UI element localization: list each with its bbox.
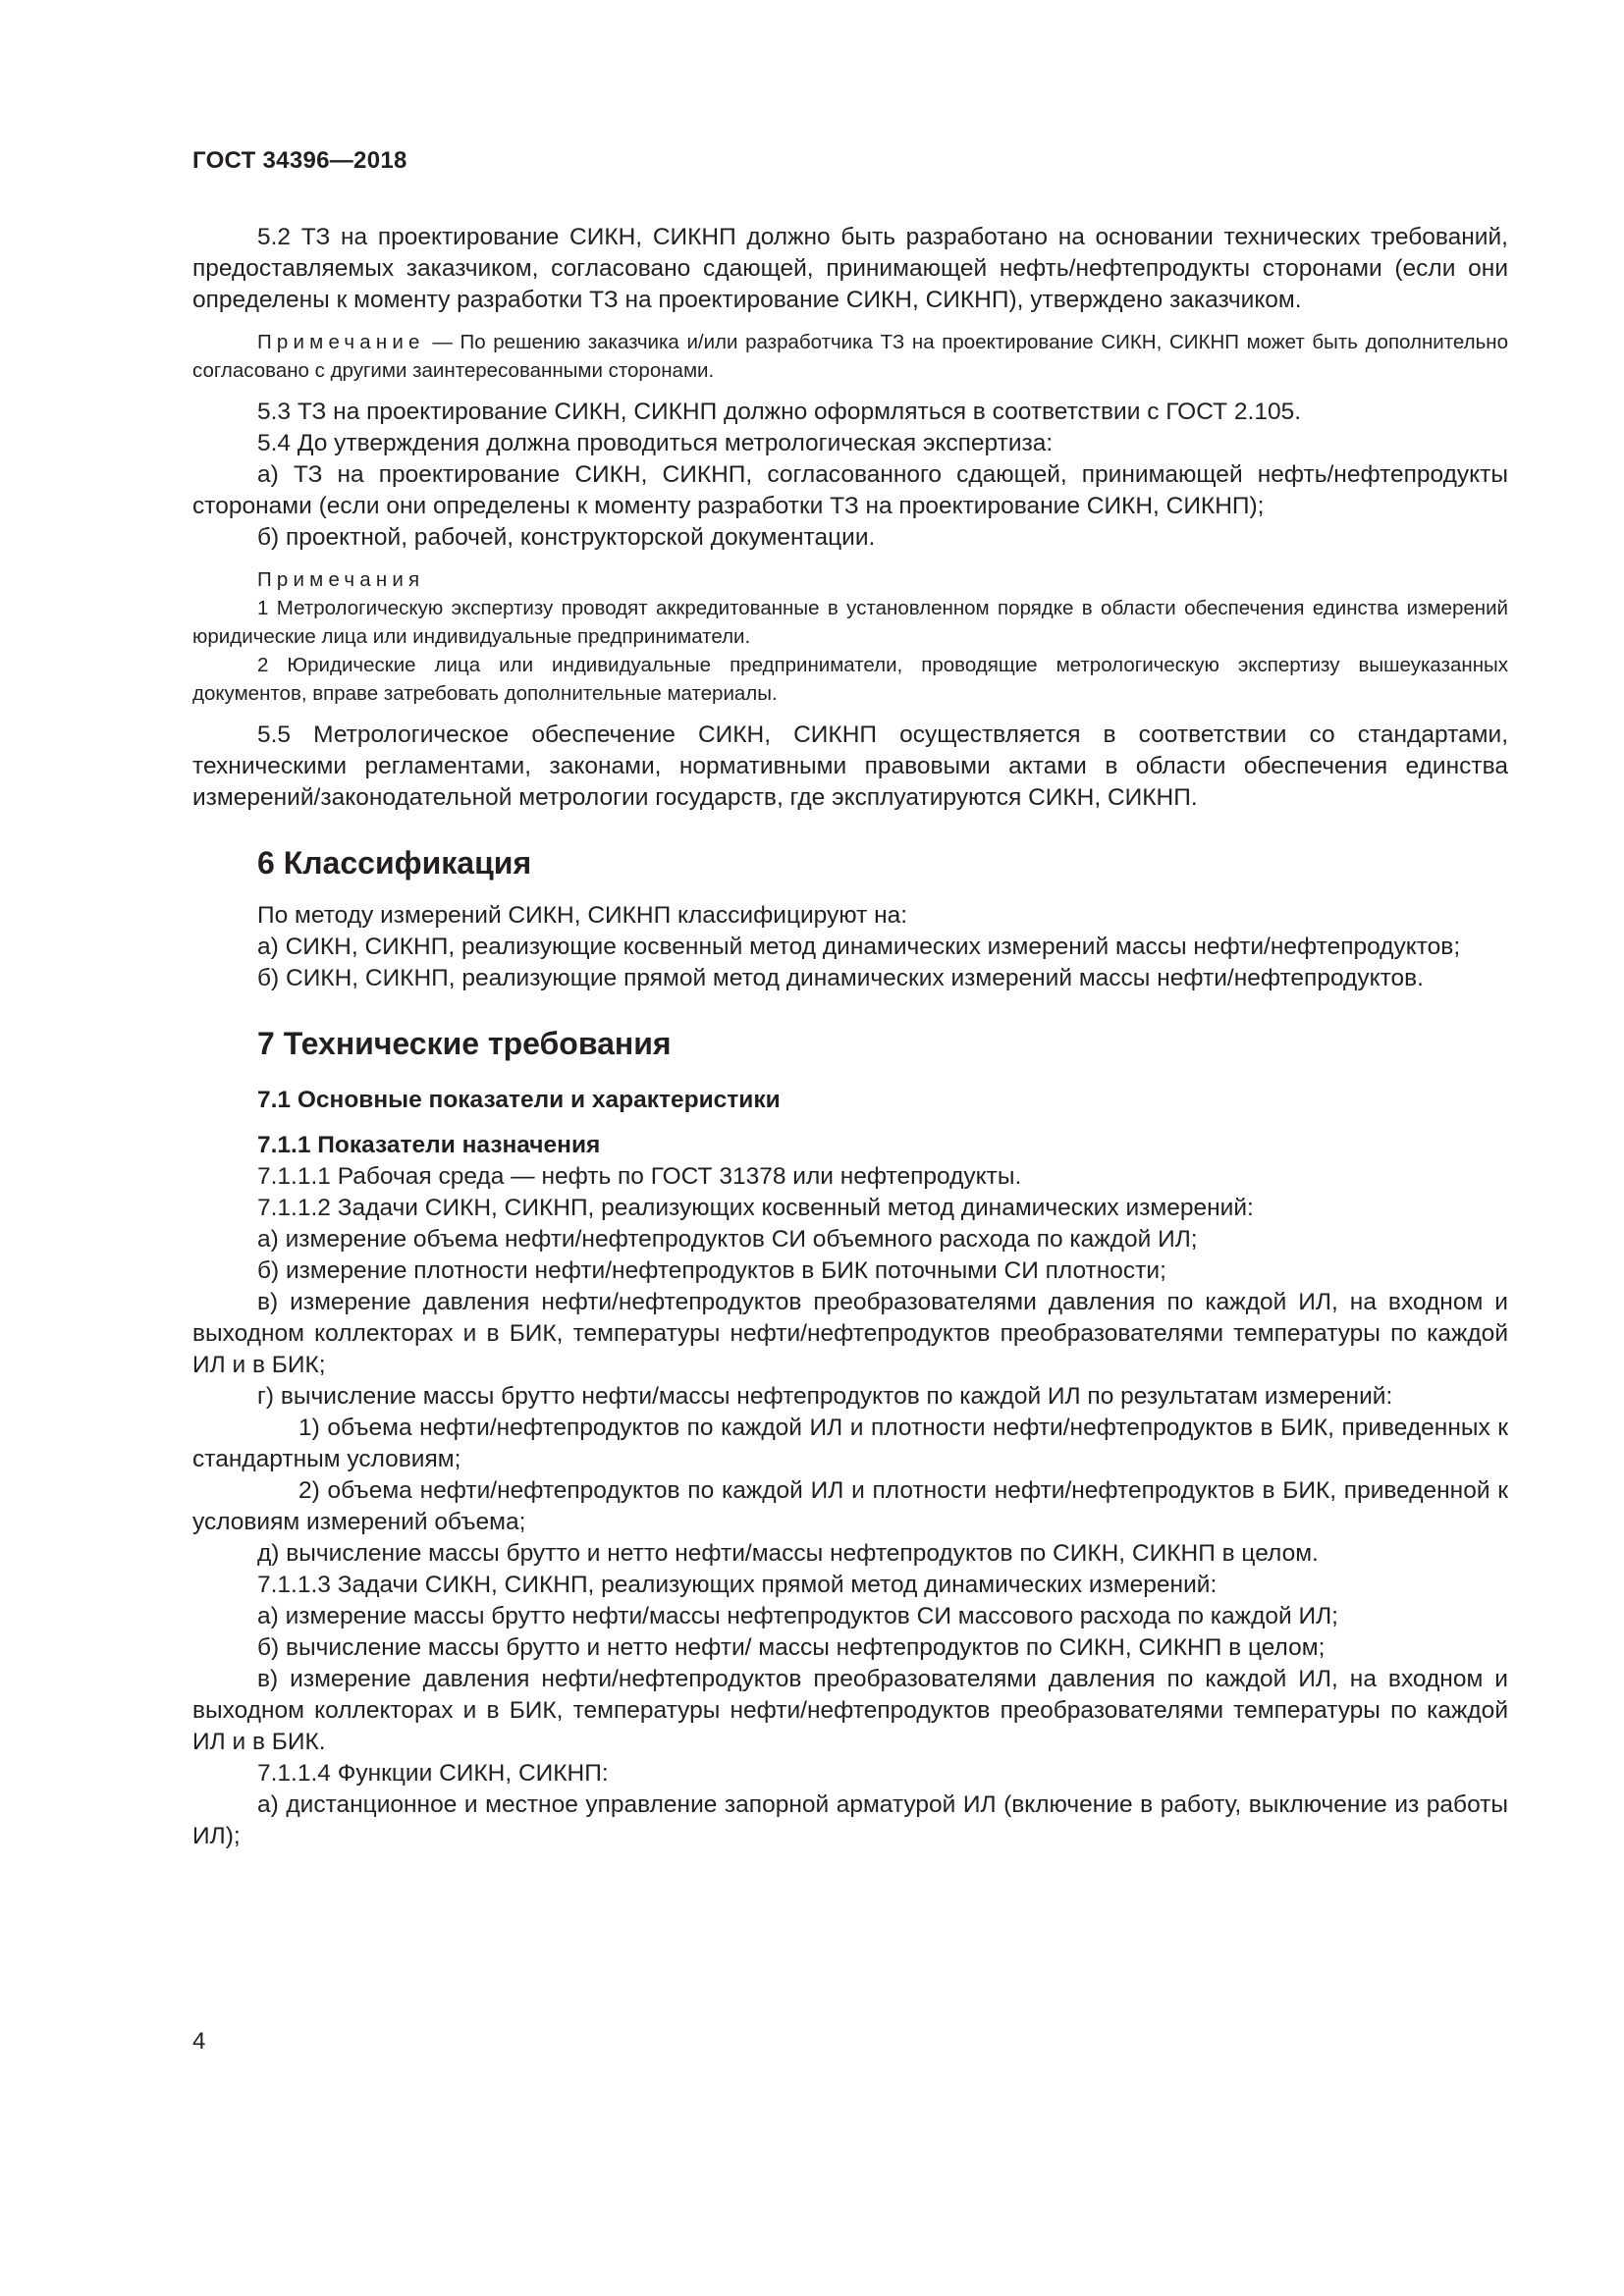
section-7-1-1-heading: 7.1.1 Показатели назначения bbox=[257, 1132, 601, 1158]
clause-7-1-1-2-b: б) измерение плотности нефти/нефтепродуктов в БИК поточными СИ плотности; bbox=[257, 1257, 1166, 1284]
note-label: Примечание bbox=[257, 331, 425, 353]
clause-7-1-1-4-a: а) дистанционное и местное управление запорной арматурой ИЛ (включение в работу, выключение из работы ИЛ); bbox=[192, 1791, 1508, 1849]
clause-5-3: 5.3 ТЗ на проектирование СИКН, СИКНП должно оформляться в соответствии с ГОСТ 2.105. bbox=[257, 399, 1301, 425]
clause-5-4-b: б) проектной, рабочей, конструкторской документации. bbox=[257, 524, 876, 551]
note-item-2: 2 Юридические лица или индивидуальные предприниматели, проводящие метрологическую экспертизу вышеуказанных документов, вправе затребовать дополнительные материалы. bbox=[192, 654, 1508, 705]
clause-7-1-1-2-a: а) измерение объема нефти/нефтепродуктов СИ объемного расхода по каждой ИЛ; bbox=[257, 1226, 1198, 1253]
clause-6-b: б) СИКН, СИКНП, реализующие прямой метод динамических измерений массы нефти/нефтепродуктов. bbox=[257, 965, 1424, 991]
note-item-1: 1 Метрологическую экспертизу проводят аккредитованные в установленном порядке в области обеспечения единства измерений юридические лица или индивидуальные предприниматели. bbox=[192, 597, 1508, 648]
clause-5-5: 5.5 Метрологическое обеспечение СИКН, СИКНП осуществляется в соответствии со стандартами, техническими регламентами, законами, нормативными правовыми актами в области обеспечения единства измерений/законодательной метрологии государств, где эксплуатируются СИКН, СИКНП. bbox=[192, 721, 1508, 811]
clause-7-1-1-2: 7.1.1.2 Задачи СИКН, СИКНП, реализующих косвенный метод динамических измерений: bbox=[257, 1195, 1254, 1221]
clause-6-intro: По методу измерений СИКН, СИКНП классифицируют на: bbox=[257, 902, 908, 929]
section-7-1-heading: 7.1 Основные показатели и характеристики bbox=[257, 1087, 781, 1113]
clause-7-1-1-1: 7.1.1.1 Рабочая среда — нефть по ГОСТ 31378 или нефтепродукты. bbox=[257, 1163, 1022, 1190]
page-body bbox=[192, 222, 1508, 1852]
clause-5-4-a: а) ТЗ на проектирование СИКН, СИКНП, согласованного сдающей, принимающей нефть/нефтепродукты сторонами (если они определены к моменту разработки ТЗ на проектирование СИКН, СИКНП); bbox=[192, 461, 1508, 519]
section-6-heading: 6 Классификация bbox=[257, 845, 532, 881]
clause-7-1-1-3-b: б) вычисление массы брутто и нетто нефти/ массы нефтепродуктов по СИКН, СИКНП в целом; bbox=[257, 1634, 1326, 1661]
clause-7-1-1-2-d: д) вычисление массы брутто и нетто нефти/массы нефтепродуктов по СИКН, СИКНП в целом. bbox=[257, 1540, 1319, 1567]
clause-7-1-1-3-a: а) измерение массы брутто нефти/массы нефтепродуктов СИ массового расхода по каждой ИЛ; bbox=[257, 1603, 1338, 1629]
note-text: — По решению заказчика и/или разработчика ТЗ на проектирование СИКН, СИКНП может быть дополнительно согласовано с другими заинтересованными сторонами. bbox=[192, 331, 1508, 382]
section-7-heading: 7 Технические требования bbox=[257, 1026, 672, 1061]
clause-5-4: 5.4 До утверждения должна проводиться метрологическая экспертиза: bbox=[257, 430, 1054, 456]
running-header: ГОСТ 34396—2018 bbox=[192, 147, 407, 174]
clause-7-1-1-3: 7.1.1.3 Задачи СИКН, СИКНП, реализующих прямой метод динамических измерений: bbox=[257, 1572, 1218, 1598]
clause-7-1-1-2-g: г) вычисление массы брутто нефти/массы нефтепродуктов по каждой ИЛ по результатам измерений: bbox=[257, 1383, 1393, 1410]
clause-5-2: 5.2 ТЗ на проектирование СИКН, СИКНП должно быть разработано на основании технических требований, предоставляемых заказчиком, согласовано сдающей, принимающей нефть/нефтепродукты сторонами (если они определены к моменту разработки ТЗ на проектирование СИКН, СИКНП), утверждено заказчиком. bbox=[192, 224, 1508, 313]
page-number: 4 bbox=[192, 2028, 206, 2055]
clause-7-1-1-2-g-1: 1) объема нефти/нефтепродуктов по каждой ИЛ и плотности нефти/нефтепродуктов в БИК, приведенных к стандартным условиям; bbox=[192, 1415, 1508, 1472]
clause-7-1-1-2-v: в) измерение давления нефти/нефтепродуктов преобразователями давления по каждой ИЛ, на входном и выходном коллекторах и в БИК, температуры нефти/нефтепродуктов преобразователями температуры по каждой ИЛ и в БИК; bbox=[192, 1289, 1508, 1378]
clause-7-1-1-2-g-2: 2) объема нефти/нефтепродуктов по каждой ИЛ и плотности нефти/нефтепродуктов в БИК, приведенной к условиям измерений объема; bbox=[192, 1477, 1508, 1535]
notes-label: Примечания bbox=[257, 568, 425, 591]
note-5-2 bbox=[192, 328, 1508, 385]
clause-7-1-1-4: 7.1.1.4 Функции СИКН, СИКНП: bbox=[257, 1760, 609, 1787]
clause-7-1-1-3-v: в) измерение давления нефти/нефтепродуктов преобразователями давления по каждой ИЛ, на входном и выходном коллекторах и в БИК, температуры нефти/нефтепродуктов преобразователями температуры по каждой ИЛ и в БИК. bbox=[192, 1666, 1508, 1755]
clause-6-a: а) СИКН, СИКНП, реализующие косвенный метод динамических измерений массы нефти/нефтепродуктов; bbox=[257, 934, 1461, 960]
